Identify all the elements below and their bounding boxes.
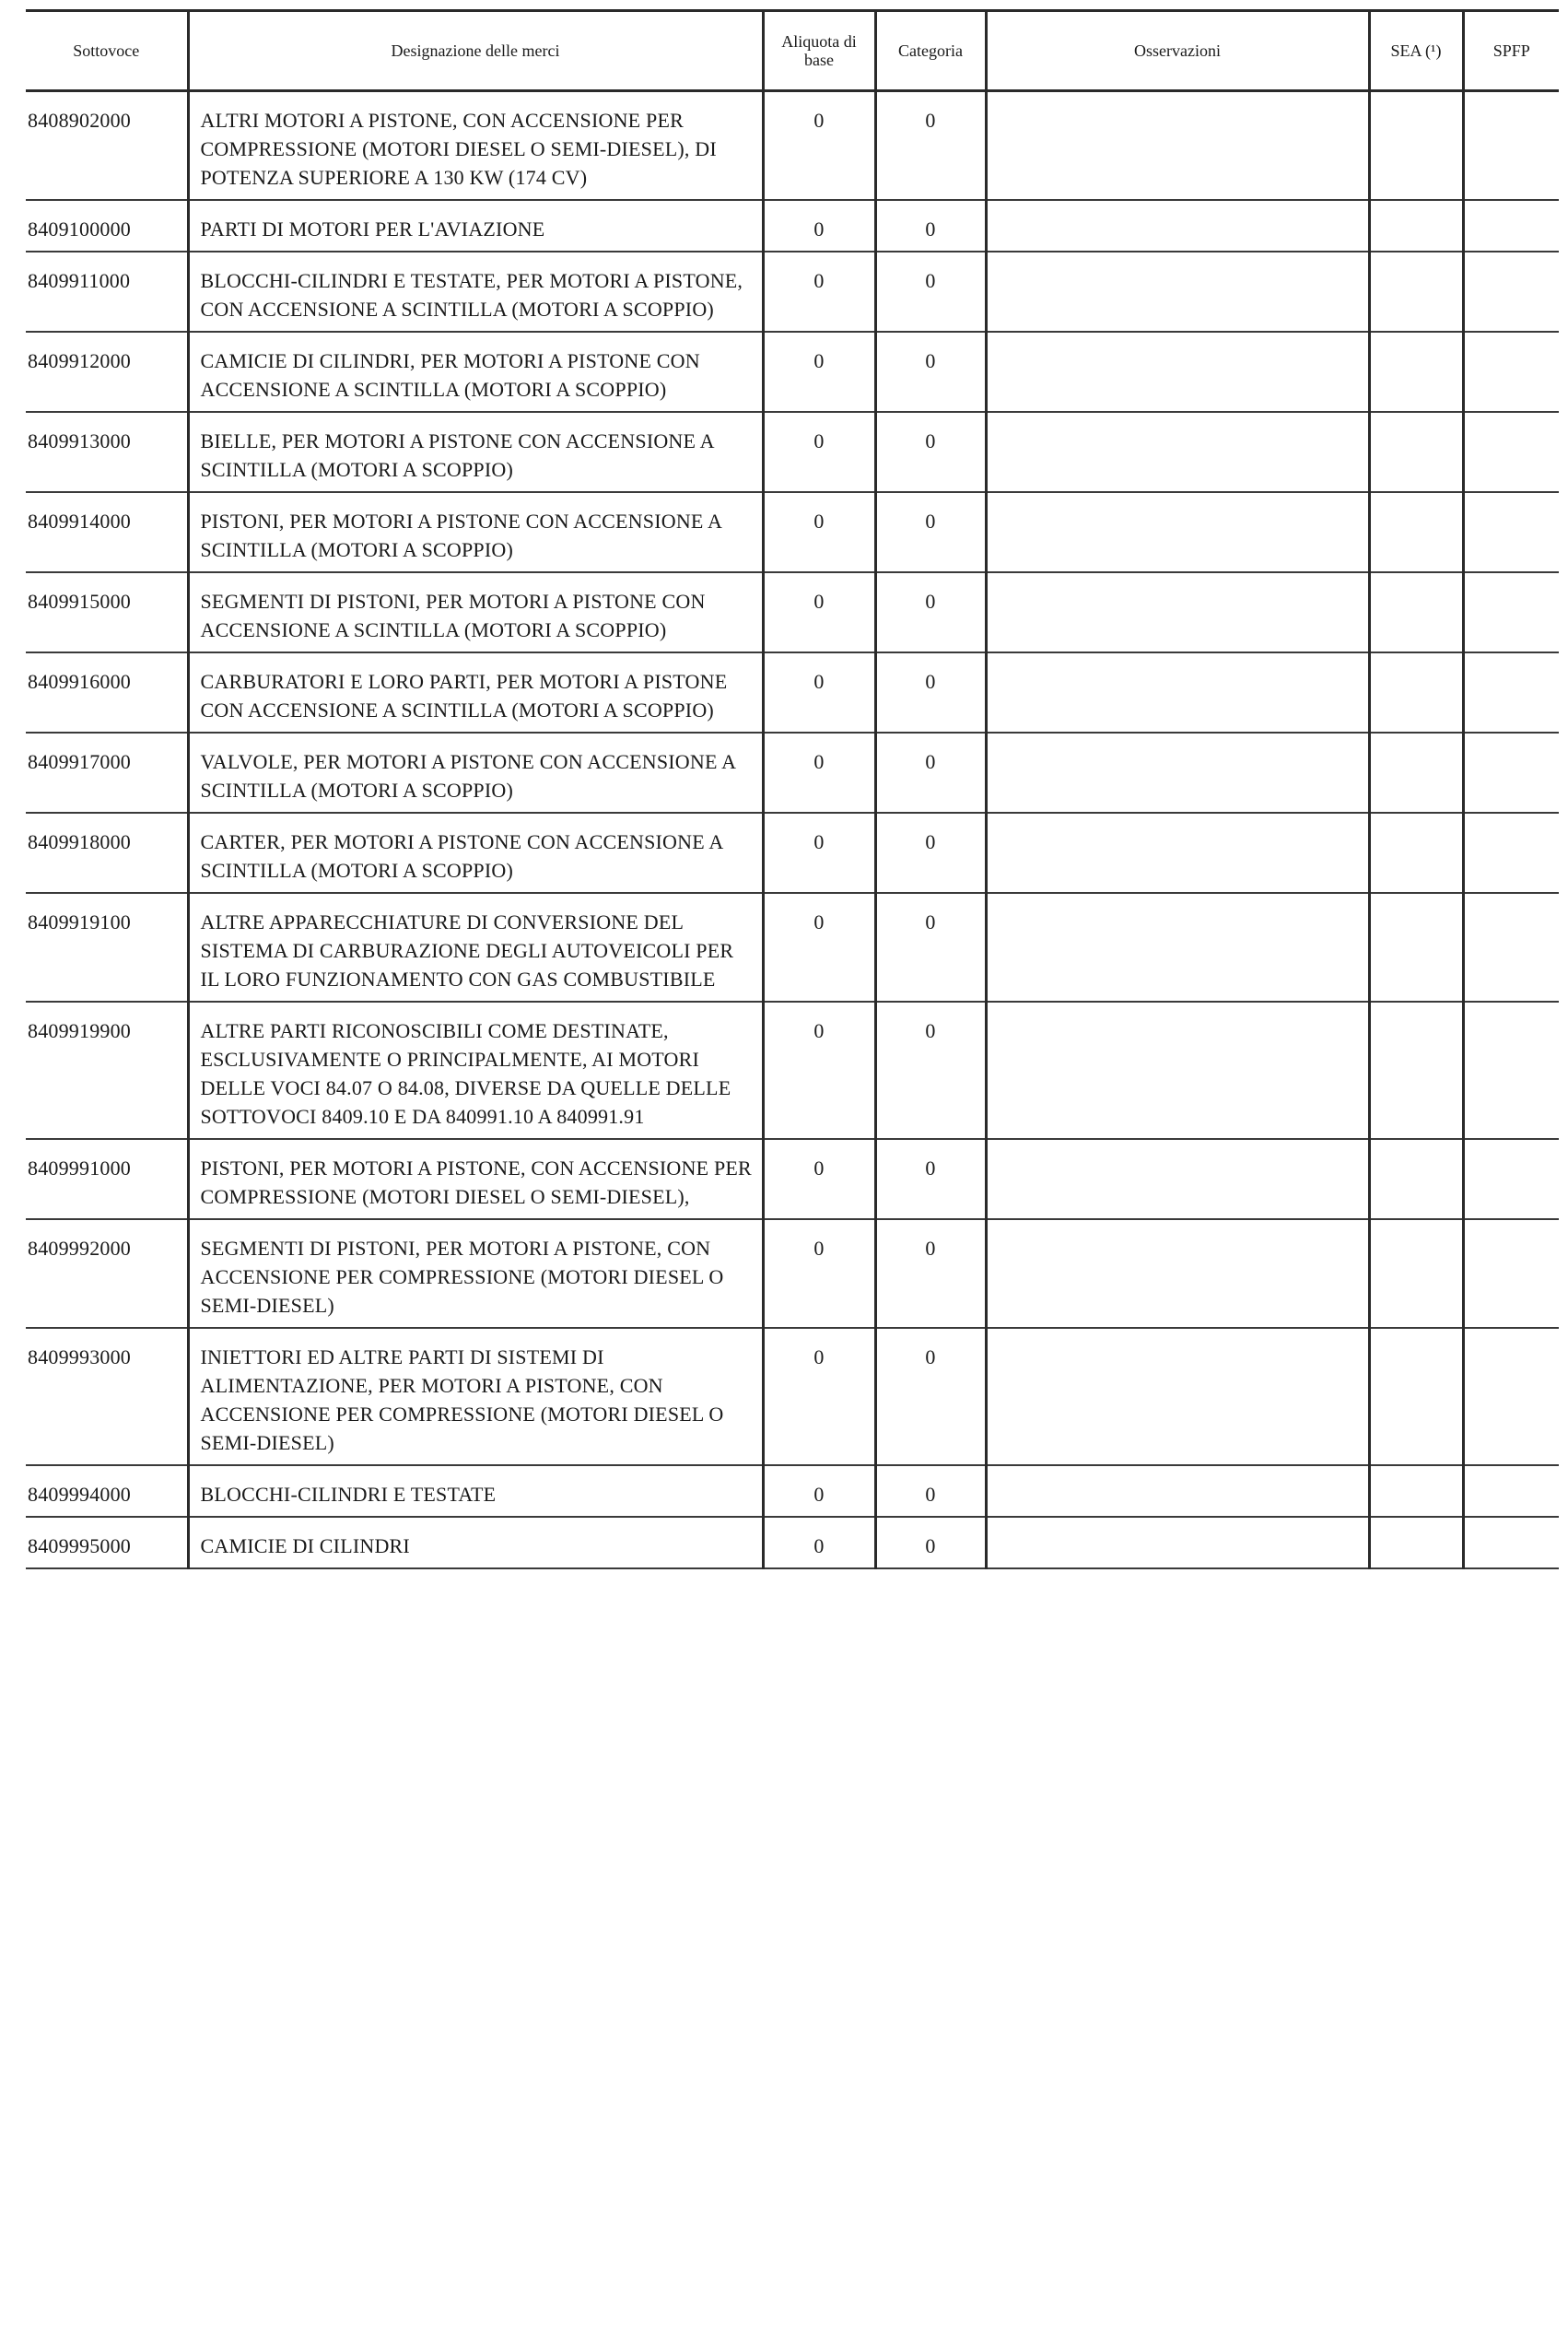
cell-categoria: 0: [875, 252, 986, 332]
tariff-table: [26, 9, 1559, 1569]
cell-designazione: CAMICIE DI CILINDRI, PER MOTORI A PISTONE CON ACCENSIONE A SCINTILLA (MOTORI A SCOPPIO): [188, 332, 763, 412]
cell-sea: [1369, 1219, 1463, 1328]
cell-sea: [1369, 1465, 1463, 1517]
cell-aliquota: 0: [763, 1002, 875, 1139]
table-row: [26, 652, 1559, 733]
cell-sottovoce: 8409917000: [26, 733, 188, 813]
table-header: [26, 11, 1559, 91]
cell-categoria: 0: [875, 1219, 986, 1328]
cell-sea: [1369, 1328, 1463, 1465]
cell-designazione: ALTRI MOTORI A PISTONE, CON ACCENSIONE PER COMPRESSIONE (MOTORI DIESEL O SEMI-DIESEL), DI POTENZA SUPERIORE A 130 KW (174 CV): [188, 91, 763, 201]
cell-sea: [1369, 572, 1463, 652]
header-sottovoce: Sottovoce: [26, 11, 188, 91]
cell-aliquota: 0: [763, 813, 875, 893]
cell-sottovoce: 8409993000: [26, 1328, 188, 1465]
cell-spfp: [1463, 332, 1559, 412]
cell-osservazioni: [986, 1219, 1369, 1328]
cell-categoria: 0: [875, 1139, 986, 1219]
cell-spfp: [1463, 412, 1559, 492]
table-row: [26, 200, 1559, 252]
cell-osservazioni: [986, 893, 1369, 1002]
cell-sea: [1369, 733, 1463, 813]
cell-osservazioni: [986, 572, 1369, 652]
cell-osservazioni: [986, 813, 1369, 893]
cell-sea: [1369, 332, 1463, 412]
cell-sottovoce: 8409918000: [26, 813, 188, 893]
cell-spfp: [1463, 91, 1559, 201]
cell-osservazioni: [986, 332, 1369, 412]
table-row: [26, 733, 1559, 813]
cell-aliquota: 0: [763, 1219, 875, 1328]
cell-sottovoce: 8409916000: [26, 652, 188, 733]
cell-spfp: [1463, 1139, 1559, 1219]
cell-sottovoce: 8409994000: [26, 1465, 188, 1517]
cell-aliquota: 0: [763, 1139, 875, 1219]
cell-categoria: 0: [875, 813, 986, 893]
cell-categoria: 0: [875, 733, 986, 813]
cell-designazione: SEGMENTI DI PISTONI, PER MOTORI A PISTONE CON ACCENSIONE A SCINTILLA (MOTORI A SCOPPIO): [188, 572, 763, 652]
table-row: [26, 412, 1559, 492]
cell-designazione: CARTER, PER MOTORI A PISTONE CON ACCENSIONE A SCINTILLA (MOTORI A SCOPPIO): [188, 813, 763, 893]
table-body: [26, 91, 1559, 1569]
header-osservazioni: Osservazioni: [986, 11, 1369, 91]
table-row: [26, 91, 1559, 201]
cell-spfp: [1463, 1465, 1559, 1517]
cell-designazione: VALVOLE, PER MOTORI A PISTONE CON ACCENSIONE A SCINTILLA (MOTORI A SCOPPIO): [188, 733, 763, 813]
cell-categoria: 0: [875, 412, 986, 492]
cell-designazione: ALTRE PARTI RICONOSCIBILI COME DESTINATE, ESCLUSIVAMENTE O PRINCIPALMENTE, AI MOTORI DELLE VOCI 84.07 O 84.08, DIVERSE DA QUELLE DELLE SOTTOVOCI 8409.10 E DA 840991.10 A 840991.91: [188, 1002, 763, 1139]
cell-spfp: [1463, 1219, 1559, 1328]
table-row: [26, 1465, 1559, 1517]
table-row: [26, 572, 1559, 652]
cell-aliquota: 0: [763, 492, 875, 572]
table-row: [26, 492, 1559, 572]
cell-osservazioni: [986, 252, 1369, 332]
table-row: [26, 1002, 1559, 1139]
cell-aliquota: 0: [763, 733, 875, 813]
cell-aliquota: 0: [763, 412, 875, 492]
cell-categoria: 0: [875, 1465, 986, 1517]
cell-aliquota: 0: [763, 572, 875, 652]
cell-sea: [1369, 200, 1463, 252]
cell-sottovoce: 8409100000: [26, 200, 188, 252]
cell-sottovoce: 8409915000: [26, 572, 188, 652]
cell-sea: [1369, 412, 1463, 492]
cell-categoria: 0: [875, 652, 986, 733]
cell-aliquota: 0: [763, 1328, 875, 1465]
cell-aliquota: 0: [763, 252, 875, 332]
cell-osservazioni: [986, 1002, 1369, 1139]
cell-designazione: ALTRE APPARECCHIATURE DI CONVERSIONE DEL SISTEMA DI CARBURAZIONE DEGLI AUTOVEICOLI PER IL LORO FUNZIONAMENTO CON GAS COMBUSTIBILE: [188, 893, 763, 1002]
tariff-page: [26, 9, 1559, 1569]
cell-designazione: CAMICIE DI CILINDRI: [188, 1517, 763, 1568]
table-row: [26, 332, 1559, 412]
cell-spfp: [1463, 733, 1559, 813]
cell-sottovoce: 8409919900: [26, 1002, 188, 1139]
cell-sea: [1369, 492, 1463, 572]
cell-sottovoce: 8409913000: [26, 412, 188, 492]
table-row: [26, 893, 1559, 1002]
cell-spfp: [1463, 1002, 1559, 1139]
cell-sottovoce: 8409914000: [26, 492, 188, 572]
cell-sea: [1369, 1139, 1463, 1219]
cell-categoria: 0: [875, 1002, 986, 1139]
cell-aliquota: 0: [763, 91, 875, 201]
cell-osservazioni: [986, 1139, 1369, 1219]
cell-spfp: [1463, 572, 1559, 652]
cell-spfp: [1463, 492, 1559, 572]
table-row: [26, 1219, 1559, 1328]
cell-osservazioni: [986, 733, 1369, 813]
cell-aliquota: 0: [763, 332, 875, 412]
cell-spfp: [1463, 252, 1559, 332]
header-aliquota: Aliquota di base: [763, 11, 875, 91]
cell-osservazioni: [986, 652, 1369, 733]
table-row: [26, 1328, 1559, 1465]
cell-sea: [1369, 252, 1463, 332]
cell-spfp: [1463, 813, 1559, 893]
header-row: [26, 11, 1559, 91]
cell-designazione: PISTONI, PER MOTORI A PISTONE, CON ACCENSIONE PER COMPRESSIONE (MOTORI DIESEL O SEMI-DIESEL),: [188, 1139, 763, 1219]
header-sea: SEA (¹): [1369, 11, 1463, 91]
cell-sottovoce: 8409919100: [26, 893, 188, 1002]
cell-osservazioni: [986, 1328, 1369, 1465]
cell-sea: [1369, 652, 1463, 733]
cell-sea: [1369, 1517, 1463, 1568]
cell-sea: [1369, 893, 1463, 1002]
cell-categoria: 0: [875, 1328, 986, 1465]
table-row: [26, 813, 1559, 893]
cell-sottovoce: 8409991000: [26, 1139, 188, 1219]
cell-aliquota: 0: [763, 1465, 875, 1517]
header-categoria: Categoria: [875, 11, 986, 91]
table-row: [26, 1517, 1559, 1568]
cell-designazione: PARTI DI MOTORI PER L'AVIAZIONE: [188, 200, 763, 252]
cell-osservazioni: [986, 200, 1369, 252]
cell-categoria: 0: [875, 332, 986, 412]
cell-designazione: INIETTORI ED ALTRE PARTI DI SISTEMI DI ALIMENTAZIONE, PER MOTORI A PISTONE, CON ACCENSIONE PER COMPRESSIONE (MOTORI DIESEL O SEMI-DIESEL): [188, 1328, 763, 1465]
cell-spfp: [1463, 200, 1559, 252]
table-row: [26, 1139, 1559, 1219]
cell-categoria: 0: [875, 1517, 986, 1568]
cell-osservazioni: [986, 1517, 1369, 1568]
cell-sottovoce: 8408902000: [26, 91, 188, 201]
cell-designazione: SEGMENTI DI PISTONI, PER MOTORI A PISTONE, CON ACCENSIONE PER COMPRESSIONE (MOTORI DIESEL O SEMI-DIESEL): [188, 1219, 763, 1328]
cell-sea: [1369, 813, 1463, 893]
header-spfp: SPFP: [1463, 11, 1559, 91]
cell-aliquota: 0: [763, 652, 875, 733]
cell-designazione: BLOCCHI-CILINDRI E TESTATE, PER MOTORI A PISTONE, CON ACCENSIONE A SCINTILLA (MOTORI A SCOPPIO): [188, 252, 763, 332]
header-designazione: Designazione delle merci: [188, 11, 763, 91]
cell-categoria: 0: [875, 200, 986, 252]
cell-sea: [1369, 1002, 1463, 1139]
cell-sottovoce: 8409995000: [26, 1517, 188, 1568]
table-row: [26, 252, 1559, 332]
cell-categoria: 0: [875, 492, 986, 572]
cell-osservazioni: [986, 412, 1369, 492]
cell-aliquota: 0: [763, 200, 875, 252]
cell-osservazioni: [986, 492, 1369, 572]
cell-aliquota: 0: [763, 1517, 875, 1568]
cell-spfp: [1463, 652, 1559, 733]
cell-sottovoce: 8409911000: [26, 252, 188, 332]
cell-spfp: [1463, 1517, 1559, 1568]
cell-categoria: 0: [875, 91, 986, 201]
cell-sottovoce: 8409992000: [26, 1219, 188, 1328]
cell-osservazioni: [986, 91, 1369, 201]
cell-osservazioni: [986, 1465, 1369, 1517]
cell-spfp: [1463, 893, 1559, 1002]
cell-designazione: BLOCCHI-CILINDRI E TESTATE: [188, 1465, 763, 1517]
cell-categoria: 0: [875, 893, 986, 1002]
cell-designazione: PISTONI, PER MOTORI A PISTONE CON ACCENSIONE A SCINTILLA (MOTORI A SCOPPIO): [188, 492, 763, 572]
cell-categoria: 0: [875, 572, 986, 652]
cell-sea: [1369, 91, 1463, 201]
cell-designazione: BIELLE, PER MOTORI A PISTONE CON ACCENSIONE A SCINTILLA (MOTORI A SCOPPIO): [188, 412, 763, 492]
cell-sottovoce: 8409912000: [26, 332, 188, 412]
cell-designazione: CARBURATORI E LORO PARTI, PER MOTORI A PISTONE CON ACCENSIONE A SCINTILLA (MOTORI A SCOPPIO): [188, 652, 763, 733]
cell-spfp: [1463, 1328, 1559, 1465]
cell-aliquota: 0: [763, 893, 875, 1002]
